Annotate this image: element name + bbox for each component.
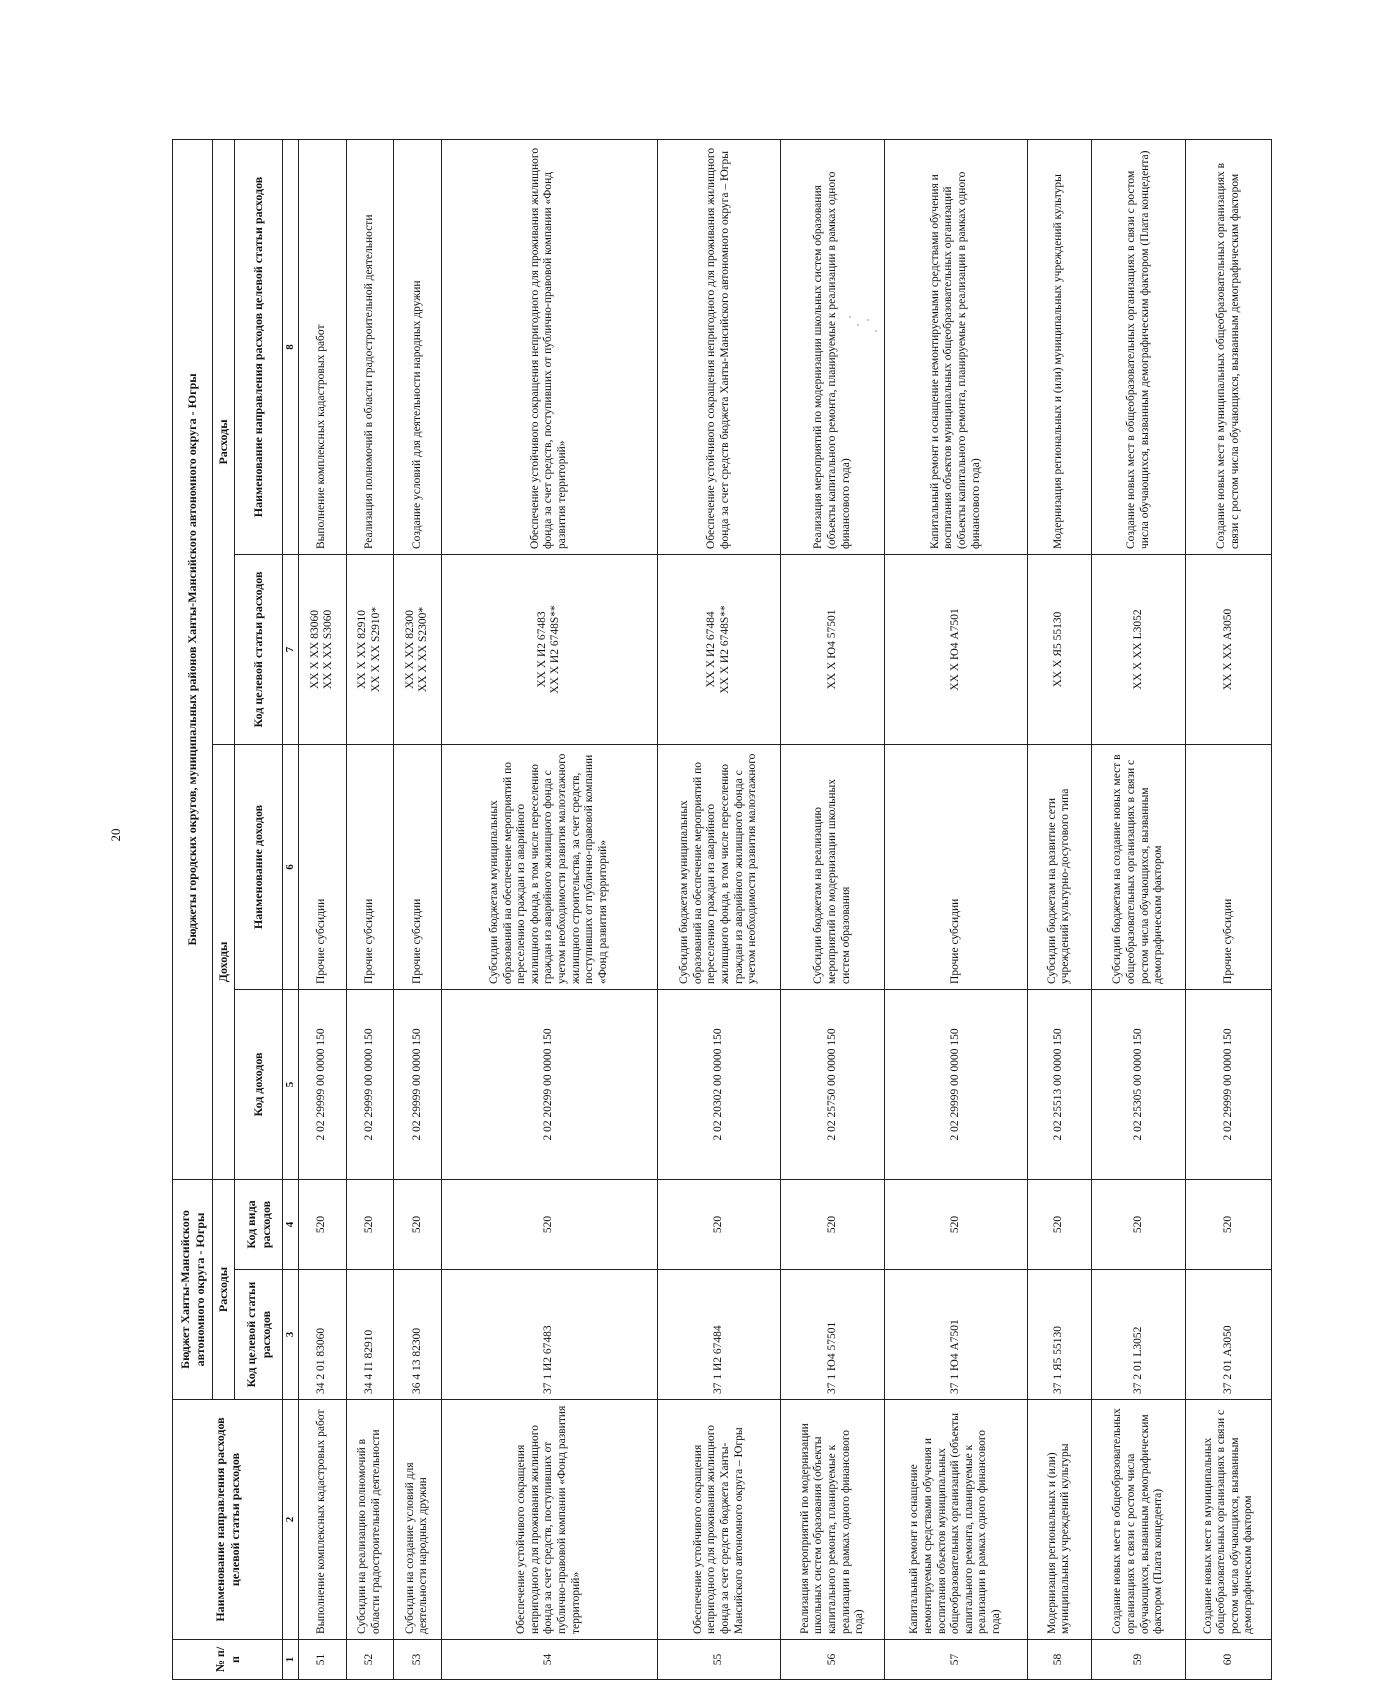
page-number: 20	[108, 828, 123, 842]
row-number: 60	[1186, 1640, 1272, 1680]
expense-name: Обеспечение устойчивого сокращения непригодного для проживания жилищного фонда за счет средств бюджета Ханты-Мансийского автономного округа – Югры	[657, 1400, 780, 1640]
okrug-target-code: 34 4 I1 82910	[346, 1270, 394, 1400]
municipal-target-code: XX X XX 82300 XX X XX S2300*	[394, 554, 442, 744]
municipal-target-code: XX X XX 82910 XX X XX S2910*	[346, 554, 394, 744]
income-code: 2 02 29999 00 0000 150	[346, 989, 394, 1179]
okrug-type-code: 520	[1091, 1179, 1186, 1269]
header-expense-name: Наименование направления расходов целевой статьи расходов	[173, 1400, 283, 1640]
header-municipal-target-code: Код целевой статьи расходов	[235, 554, 283, 744]
column-number: 6	[283, 744, 299, 989]
okrug-type-code: 520	[781, 1179, 885, 1269]
row-number: 57	[885, 1640, 1027, 1680]
row-number: 55	[657, 1640, 780, 1680]
expense-name: Субсидии на реализацию полномочий в области градостроительной деятельности	[346, 1400, 394, 1640]
income-name: Субсидии бюджетам на реализацию мероприятий по модернизации школьных систем образования	[781, 744, 885, 989]
column-numbers-row	[283, 139, 299, 1679]
income-name: Субсидии бюджетам муниципальных образований на обеспечение мероприятий по переселению граждан из аварийного жилищного фонда, в том числе переселению граждан из аварийного жилищного фонда с учетом необходимости развития малоэтажного жилищного строительства, за счет средств, поступивших от публично-правовой компании «Фонд развития территорий»	[441, 744, 657, 989]
okrug-target-code: 37 2 01 L3052	[1091, 1270, 1186, 1400]
income-code: 2 02 25750 00 0000 150	[781, 989, 885, 1179]
table-row	[781, 139, 885, 1679]
municipal-target-code: XX X Я5 55130	[1027, 554, 1091, 744]
okrug-target-code: 34 2 01 83060	[298, 1270, 346, 1400]
expense-name: Выполнение комплексных кадастровых работ	[298, 1400, 346, 1640]
municipal-expense-name: Создание новых мест в муниципальных общеобразовательных организациях в связи с ростом числа обучающихся, вызванным демографическим фактором	[1186, 139, 1272, 554]
okrug-target-code: 36 4 13 82300	[394, 1270, 442, 1400]
row-number: 58	[1027, 1640, 1091, 1680]
municipal-target-code: XX X И2 67484 XX X И2 6748S**	[657, 554, 780, 744]
header-income-name: Наименование доходов	[235, 744, 283, 989]
header-okrug-budget: Бюджет Ханты-Мансийского автономного округа - Югры	[173, 1179, 213, 1399]
expense-name: Субсидии на создание условий для деятельности народных дружин	[394, 1400, 442, 1640]
municipal-expense-name: Обеспечение устойчивого сокращения непригодного для проживания жилищного фонда за счет средств бюджета Ханты-Мансийского автономного округа – Югры	[657, 139, 780, 554]
okrug-target-code: 37 1 И2 67483	[441, 1270, 657, 1400]
rotated-table	[172, 140, 1272, 1680]
okrug-type-code: 520	[1027, 1179, 1091, 1269]
header-okrug-expenses: Расходы	[213, 1179, 235, 1399]
income-code: 2 02 29999 00 0000 150	[394, 989, 442, 1179]
table-row	[298, 139, 346, 1679]
municipal-target-code: XX X XX А3050	[1186, 554, 1272, 744]
municipal-target-code: XX X И2 67483 XX X И2 6748S**	[441, 554, 657, 744]
income-code: 2 02 20302 00 0000 150	[657, 989, 780, 1179]
okrug-target-code: 37 1 И2 67484	[657, 1270, 780, 1400]
municipal-expense-name: Капитальный ремонт и оснащение немонтируемыми средствами обучения и воспитания объектов муниципальных общеобразовательных организаций (объекты капитального ремонта, планируемые к реализации в рамках одного финансового года)	[885, 139, 1027, 554]
municipal-target-code: XX X XX 83060 XX X XX S3060	[298, 554, 346, 744]
okrug-target-code: 37 2 01 А3050	[1186, 1270, 1272, 1400]
income-code: 2 02 25305 00 0000 150	[1091, 989, 1186, 1179]
column-number: 3	[283, 1270, 299, 1400]
row-number: 59	[1091, 1640, 1186, 1680]
expense-name: Капитальный ремонт и оснащение немонтируемым средствами обучения и воспитания объектов муниципальных общеобразовательных организаций (объекты капитального ремонта, планируемые к реализации в рамках одного финансового года)	[885, 1400, 1027, 1640]
table-row	[885, 139, 1027, 1679]
header-okrug-target-code: Код целевой статьи расходов	[235, 1270, 283, 1400]
table-row	[1027, 139, 1091, 1679]
table-row	[1186, 139, 1272, 1679]
header-income-code: Код доходов	[235, 989, 283, 1179]
expense-name: Обеспечение устойчивого сокращения непригодного для проживания жилищного фонда за счет средств, поступивших от публично-правовой компании «Фонд развития территорий»	[441, 1400, 657, 1640]
table-row	[346, 139, 394, 1679]
column-number: 8	[283, 139, 299, 554]
okrug-type-code: 520	[346, 1179, 394, 1269]
income-name: Прочие субсидии	[1186, 744, 1272, 989]
income-name: Прочие субсидии	[394, 744, 442, 989]
municipal-expense-name: Выполнение комплексных кадастровых работ	[298, 139, 346, 554]
okrug-target-code: 37 1 Я5 55130	[1027, 1270, 1091, 1400]
budget-table	[172, 139, 1272, 1680]
municipal-expense-name: Обеспечение устойчивого сокращения непригодного для проживания жилищного фонда за счет средств, поступивших от публично-правовой компании «Фонд развития территорий»	[441, 139, 657, 554]
column-number: 4	[283, 1179, 299, 1269]
row-number: 52	[346, 1640, 394, 1680]
municipal-target-code: XX X Ю4 А7501	[885, 554, 1027, 744]
row-number: 53	[394, 1640, 442, 1680]
municipal-target-code: XX X XX L3052	[1091, 554, 1186, 744]
expense-name: Реализация мероприятий по модернизации школьных систем образования (объекты капитального ремонта, планируемые к реализации в рамках одного финансового года)	[781, 1400, 885, 1640]
row-number: 51	[298, 1640, 346, 1680]
municipal-expense-name: Реализация мероприятий по модернизации школьных систем образования (объекты капитального ремонта, планируемые к реализации в рамках одного финансового года)	[781, 139, 885, 554]
okrug-type-code: 520	[441, 1179, 657, 1269]
column-number: 7	[283, 554, 299, 744]
table-row	[657, 139, 780, 1679]
income-code: 2 02 29999 00 0000 150	[298, 989, 346, 1179]
okrug-target-code: 37 1 Ю4 57501	[781, 1270, 885, 1400]
table-row	[1091, 139, 1186, 1679]
municipal-target-code: XX X Ю4 57501	[781, 554, 885, 744]
okrug-type-code: 520	[394, 1179, 442, 1269]
header-okrug-type-code: Код вида расходов	[235, 1179, 283, 1269]
header-municipal-expense-name: Наименование направления расходов целевой статьи расходов	[235, 139, 283, 554]
column-number: 1	[283, 1640, 299, 1680]
income-name: Прочие субсидии	[346, 744, 394, 989]
expense-name: Модернизация региональных и (или) муниципальных учреждений культуры	[1027, 1400, 1091, 1640]
income-name: Прочие субсидии	[885, 744, 1027, 989]
row-number: 54	[441, 1640, 657, 1680]
okrug-type-code: 520	[885, 1179, 1027, 1269]
okrug-type-code: 520	[657, 1179, 780, 1269]
municipal-expense-name: Создание новых мест в общеобразовательных организациях в связи с ростом числа обучающихся, вызванным демографическим фактором (Плата концедента)	[1091, 139, 1186, 554]
income-code: 2 02 29999 00 0000 150	[885, 989, 1027, 1179]
okrug-type-code: 520	[1186, 1179, 1272, 1269]
row-number: 56	[781, 1640, 885, 1680]
header-municipal-expenses: Расходы	[213, 139, 235, 744]
municipal-expense-name: Реализация полномочий в области градостроительной деятельности	[346, 139, 394, 554]
municipal-expense-name: Модернизация региональных и (или) муниципальных учреждений культуры	[1027, 139, 1091, 554]
income-name: Субсидии бюджетам на развитие сети учреждений культурно-досугового типа	[1027, 744, 1091, 989]
income-code: 2 02 20299 00 0000 150	[441, 989, 657, 1179]
income-name: Прочие субсидии	[298, 744, 346, 989]
table-row	[394, 139, 442, 1679]
rotated-table-wrapper	[172, 140, 1398, 1673]
header-incomes: Доходы	[213, 744, 235, 1179]
income-name: Субсидии бюджетам на создание новых мест в общеобразовательных организациях в связи с ростом числа обучающихся, вызванным демографическим фактором	[1091, 744, 1186, 989]
okrug-target-code: 37 1 Ю4 А7501	[885, 1270, 1027, 1400]
table-row	[441, 139, 657, 1679]
income-code: 2 02 29999 00 0000 150	[1186, 989, 1272, 1179]
column-number: 5	[283, 989, 299, 1179]
expense-name: Создание новых мест в муниципальных общеобразовательных организациях в связи с ростом числа обучающихся, вызванным демографическим фактором	[1186, 1400, 1272, 1640]
expense-name: Создание новых мест в общеобразовательных организациях в связи с ростом числа обучающихся, вызванным демографическим фактором (Плата концедента)	[1091, 1400, 1186, 1640]
header-num: № п/п	[173, 1640, 283, 1680]
header-municipal-budget: Бюджеты городских округов, муниципальных районов Ханты-Мансийского автономного округа - Югры	[173, 139, 213, 1179]
income-name: Субсидии бюджетам муниципальных образований на обеспечение мероприятий по переселению граждан из аварийного жилищного фонда, в том числе переселению граждан из аварийного жилищного фонда с учетом необходимости развития малоэтажного	[657, 744, 780, 989]
column-number: 2	[283, 1400, 299, 1640]
okrug-type-code: 520	[298, 1179, 346, 1269]
income-code: 2 02 25513 00 0000 150	[1027, 989, 1091, 1179]
municipal-expense-name: Создание условий для деятельности народных дружин	[394, 139, 442, 554]
